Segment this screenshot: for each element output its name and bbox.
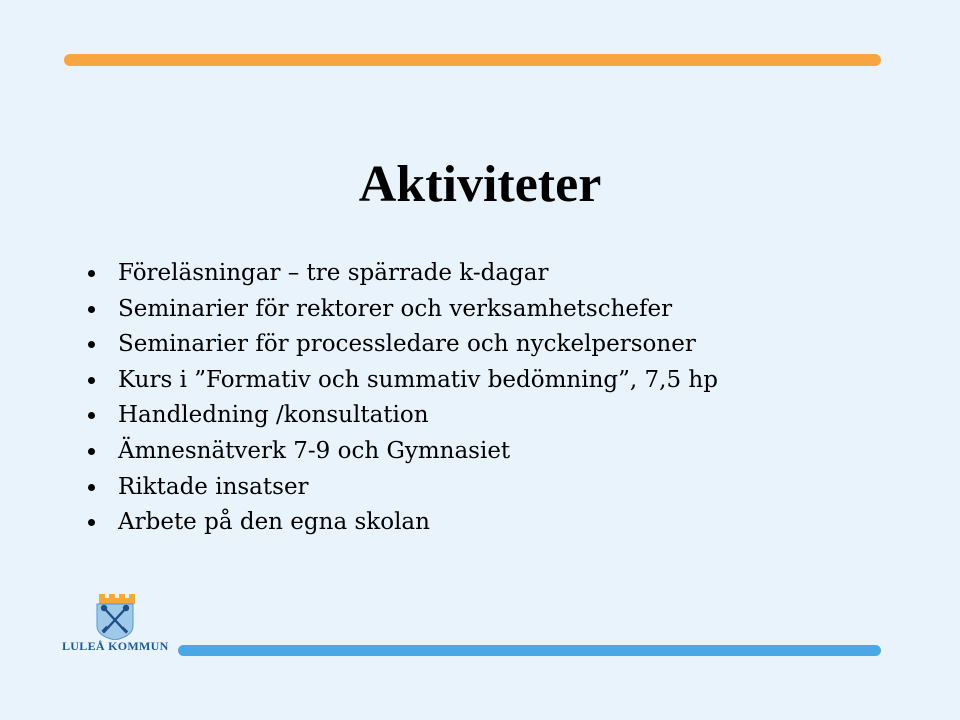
bullet-item [88,470,718,506]
bullet-point-icon [88,377,95,384]
bullet-text: Handledning /konsultation [118,402,429,429]
city-coat-of-arms-icon [95,592,135,640]
bullet-point-icon [88,270,95,277]
bullet-list [88,256,718,541]
bullet-point-icon [88,519,95,526]
bullet-text: Seminarier för processledare och nyckelpersoner [118,331,696,358]
bullet-item [88,292,718,328]
bullet-item [88,434,718,470]
lulea-kommun-logo [62,592,172,656]
slide-title: Aktiviteter [358,156,602,213]
bullet-text: Riktade insatser [118,473,309,500]
bullet-point-icon [88,484,95,491]
bullet-item [88,327,718,363]
bullet-point-icon [88,341,95,348]
bullet-text: Seminarier för rektorer och verksamhetschefer [118,295,673,322]
logo-text: LULEÅ KOMMUN [62,639,169,653]
bullet-item [88,505,718,541]
bullet-item [88,398,718,434]
bullet-point-icon [88,412,95,419]
bullet-text: Föreläsningar – tre spärrade k-dagar [118,260,549,286]
bullet-item [88,256,718,292]
bottom-accent-bar [178,645,881,656]
top-accent-bar [64,54,881,66]
bullet-item [88,363,718,399]
bullet-text: Kurs i ”Formativ och summativ bedömning”, 7,5 hp [118,366,718,393]
bullet-text: Ämnesnätverk 7-9 och Gymnasiet [118,437,511,464]
bullet-text: Arbete på den egna skolan [118,509,430,536]
bullet-point-icon [88,448,95,455]
bullet-point-icon [88,306,95,313]
